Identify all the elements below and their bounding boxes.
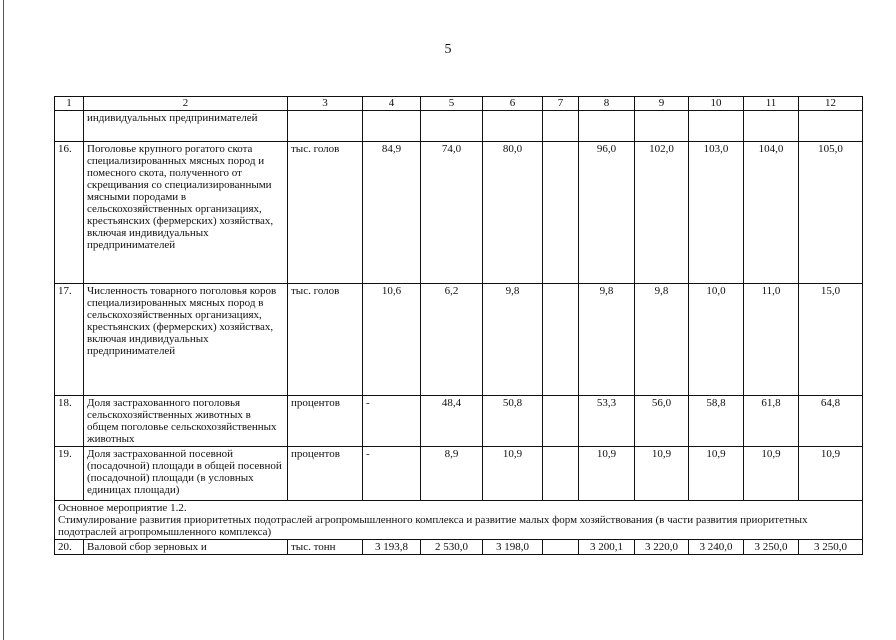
value-cell: 10,6 [363, 284, 421, 396]
unit-cell: процентов [288, 396, 363, 447]
table-row [55, 447, 863, 501]
value-cell: 102,0 [635, 142, 689, 284]
value-cell: 50,8 [483, 396, 543, 447]
column-header: 5 [421, 97, 483, 111]
value-cell [543, 540, 579, 555]
unit-cell: процентов [288, 447, 363, 501]
value-cell [543, 142, 579, 284]
value-cell: 104,0 [744, 142, 799, 284]
column-header: 6 [483, 97, 543, 111]
row-number: 20. [55, 540, 84, 555]
value-cell: 10,9 [689, 447, 744, 501]
value-cell: 80,0 [483, 142, 543, 284]
column-header: 8 [579, 97, 635, 111]
column-header: 9 [635, 97, 689, 111]
value-cell: - [363, 396, 421, 447]
column-number-row [55, 97, 863, 111]
indicator-name: Доля застрахованной посевной (посадочной) площади в общей посевной (посадочной) площади (в условных единицах площади) [84, 447, 288, 501]
value-cell: 3 200,1 [579, 540, 635, 555]
indicator-name: Численность товарного поголовья коров специализированных мясных пород в сельскохозяйственных организациях, крестьянских (фермерских) хозяйствах, включая индивидуальных предпринимателей [84, 284, 288, 396]
row-number: 16. [55, 142, 84, 284]
value-cell: 8,9 [421, 447, 483, 501]
section-description: Стимулирование развития приоритетных подотраслей агропромышленного комплекса и развитие малых форм хозяйствования (в части развития приоритетных подотраслей агропромышленного комплекса) [58, 514, 808, 538]
column-header: 11 [744, 97, 799, 111]
value-cell [543, 284, 579, 396]
value-cell: 10,9 [483, 447, 543, 501]
value-cell: 74,0 [421, 142, 483, 284]
value-cell [543, 396, 579, 447]
table-row [55, 284, 863, 396]
row-number: 18. [55, 396, 84, 447]
value-cell: 10,9 [635, 447, 689, 501]
unit-cell: тыс. тонн [288, 540, 363, 555]
column-header: 2 [84, 97, 288, 111]
unit-cell: тыс. голов [288, 142, 363, 284]
value-cell: 96,0 [579, 142, 635, 284]
row-number: 17. [55, 284, 84, 396]
indicators-table [54, 96, 863, 555]
value-cell: 10,9 [744, 447, 799, 501]
indicator-name: Валовой сбор зерновых и [84, 540, 288, 555]
column-header: 10 [689, 97, 744, 111]
value-cell: 10,9 [579, 447, 635, 501]
value-cell: 10,9 [799, 447, 863, 501]
value-cell: 9,8 [579, 284, 635, 396]
column-header: 3 [288, 97, 363, 111]
value-cell: 84,9 [363, 142, 421, 284]
column-header: 12 [799, 97, 863, 111]
section-row [55, 501, 863, 540]
indicator-name: Поголовье крупного рогатого скота специализированных мясных пород и помесного скота, полученного от скрещивания со специализированными мясными породами в сельскохозяйственных организациях, крестьянских (фермерских) хозяйствах, включая индивидуальных предпринимателей [84, 142, 288, 284]
value-cell: 61,8 [744, 396, 799, 447]
value-cell: 56,0 [635, 396, 689, 447]
value-cell: 3 220,0 [635, 540, 689, 555]
value-cell: 9,8 [483, 284, 543, 396]
value-cell: 3 193,8 [363, 540, 421, 555]
value-cell: 2 530,0 [421, 540, 483, 555]
value-cell: 6,2 [421, 284, 483, 396]
indicator-name: Доля застрахованного поголовья сельскохозяйственных животных в общем поголовье сельскохозяйственных животных [84, 396, 288, 447]
value-cell: 10,0 [689, 284, 744, 396]
continuation-row [55, 111, 863, 142]
value-cell: 15,0 [799, 284, 863, 396]
value-cell: 105,0 [799, 142, 863, 284]
value-cell: - [363, 447, 421, 501]
value-cell [543, 447, 579, 501]
value-cell: 3 250,0 [744, 540, 799, 555]
section-heading [55, 501, 863, 540]
table-row [55, 396, 863, 447]
value-cell: 48,4 [421, 396, 483, 447]
value-cell: 53,3 [579, 396, 635, 447]
section-title: Основное мероприятие 1.2. [58, 502, 187, 514]
continuation-text: индивидуальных предпринимателей [84, 111, 288, 142]
unit-cell: тыс. голов [288, 284, 363, 396]
value-cell: 3 198,0 [483, 540, 543, 555]
column-header: 1 [55, 97, 84, 111]
page-edge-line [3, 0, 4, 640]
column-header: 4 [363, 97, 421, 111]
value-cell: 58,8 [689, 396, 744, 447]
value-cell: 3 240,0 [689, 540, 744, 555]
value-cell: 9,8 [635, 284, 689, 396]
table-row [55, 540, 863, 555]
table-row [55, 142, 863, 284]
row-number: 19. [55, 447, 84, 501]
value-cell: 11,0 [744, 284, 799, 396]
page-number: 5 [444, 42, 452, 57]
value-cell: 3 250,0 [799, 540, 863, 555]
column-header: 7 [543, 97, 579, 111]
value-cell: 64,8 [799, 396, 863, 447]
value-cell: 103,0 [689, 142, 744, 284]
